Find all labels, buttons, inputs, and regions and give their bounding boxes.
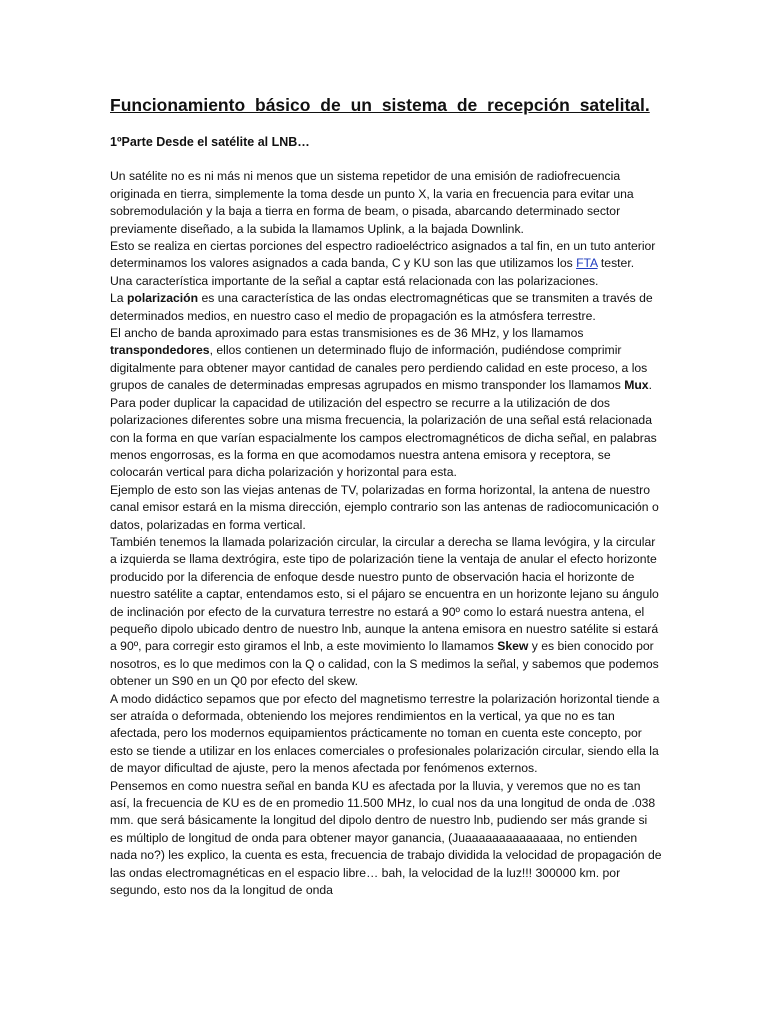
paragraph-text: Esto se realiza en ciertas porciones del espectro radioeléctrico asignados a tal fin, en un tuto anterior determinamos los valores asignados a cada banda, C y KU son las que utilizamos los bbox=[110, 239, 656, 271]
paragraph-text: También tenemos la llamada polarización circular, la circular a derecha se llama levógira, y la circular a izquierda se llama dextrógira, este tipo de polarización tiene la ventaja de anular el efecto horizonte producido por la diferencia de enfoque desde nuestro punto de observación hacia el horizonte de nuestro satélite a captar, entendamos esto, si el pájaro se encuentra en un horizonte lejano su ángulo de inclinación por efecto de la curvatura terrestre no estará a 90º como lo estará nuestra antena, el pequeño dipolo ubicado dentro de nuestro lnb, aunque la antena emisora en nuestro satélite si estará a 90º, para corregir esto giramos el lnb, a este movimiento lo llamamos bbox=[110, 534, 659, 654]
paragraph bbox=[110, 238, 662, 273]
bold-term: transpondedores bbox=[110, 343, 210, 358]
paragraph-text: tester. bbox=[597, 256, 635, 271]
section-subtitle: 1ºParte Desde el satélite al LNB… bbox=[110, 135, 310, 149]
paragraph: Un satélite no es ni más ni menos que un sistema repetidor de una emisión de radiofrecuencia originada en tierra, simplemente la toma desde un punto X, la varia en frecuencia para evitar una sobremodulación y la baja a tierra en forma de beam, o pisada, abarcando determinado sector previamente diseñado, a la subida la llamamos Uplink, a la bajada Downlink. bbox=[110, 169, 634, 236]
document-page bbox=[110, 94, 662, 899]
paragraph: Una característica importante de la señal a captar está relacionada con las polarizaciones. bbox=[110, 273, 599, 288]
paragraph: Ejemplo de esto son las viejas antenas de TV, polarizadas en forma horizontal, la antena de nuestro canal emisor estará en la misma dirección, ejemplo contrario son las antenas de radiocomunicación o datos, polarizadas en forma vertical. bbox=[110, 482, 659, 532]
document-title: Funcionamiento básico de un sistema de recepción satelital. bbox=[110, 95, 650, 115]
paragraph: Pensemos en como nuestra señal en banda KU es afectada por la lluvia, y veremos que no es tan así, la frecuencia de KU es de en promedio 11.500 MHz, lo cual nos da una longitud de onda de .038 mm. que será básicamente la longitud del dipolo dentro de nuestro lnb, pudiendo ser más grande si es múltiplo de longitud de onda para obtener mayor ganancia, (Juaaaaaaaaaaaaaa, no entienden nada no?) les explico, la cuenta es esta, frecuencia de trabajo dividida la velocidad de propagación de las ondas electromagnéticas en el espacio libre… bah, la velocidad de la luz!!! 300000 km. por segundo, esto nos da la longitud de onda bbox=[110, 778, 662, 898]
fta-link[interactable]: FTA bbox=[576, 256, 598, 271]
bold-term: polarización bbox=[126, 291, 199, 306]
paragraph: Para poder duplicar la capacidad de utilización del espectro se recurre a la utilización de dos polarizaciones diferentes sobre una misma frecuencia, la polarización de una señal está relacionada con la forma en que varían espacialmente los campos electromagnéticos de dicha señal, en palabras menos engorrosas, es la forma en que acomodamos nuestra antena emisora y receptora, se colocarán vertical para dicha polarización y horizontal para esta. bbox=[110, 395, 657, 480]
paragraph-text: y es bien conocido por nosotros, es lo que medimos con la Q o calidad, con la S medimos la señal, y sabemos que podemos obtener un S90 en un Q0 por efecto del skew. bbox=[110, 639, 659, 689]
paragraph-text: es una característica de las ondas electromagnéticas que se transmiten a través de determinados medios, en nuestro caso el medio de propagación es la atmósfera terrestre. bbox=[110, 291, 653, 323]
paragraph: A modo didáctico sepamos que por efecto del magnetismo terrestre la polarización horizontal tiende a ser atraída o deformada, obteniendo los mejores rendimientos en la vertical, ya que no es tan afectada, pero los modernos equipamientos prácticamente no toman en cuenta este concepto, por esto se tiende a utilizar en los enlaces comerciales o profesionales polarización circular, siendo ella la de mayor dificultad de ajuste, pero la menos afectada por fenómenos externos. bbox=[110, 691, 660, 776]
bold-term: Mux bbox=[624, 378, 649, 393]
paragraph bbox=[110, 534, 662, 691]
paragraph bbox=[110, 290, 662, 325]
paragraph bbox=[110, 325, 662, 395]
paragraph-text: La bbox=[110, 291, 127, 306]
paragraph-text: . bbox=[648, 378, 652, 393]
paragraph-text: , ellos contienen un determinado flujo de información, pudiéndose comprimir digitalmente para obtener mayor cantidad de canales pero perdiendo calidad en este proceso, a los grupos de canales de determinadas empresas agrupados en mismo transponder los llamamos bbox=[110, 343, 648, 393]
paragraph-text: El ancho de banda aproximado para estas transmisiones es de 36 MHz, y los llamamos bbox=[110, 326, 584, 341]
bold-term: Skew bbox=[497, 639, 529, 654]
